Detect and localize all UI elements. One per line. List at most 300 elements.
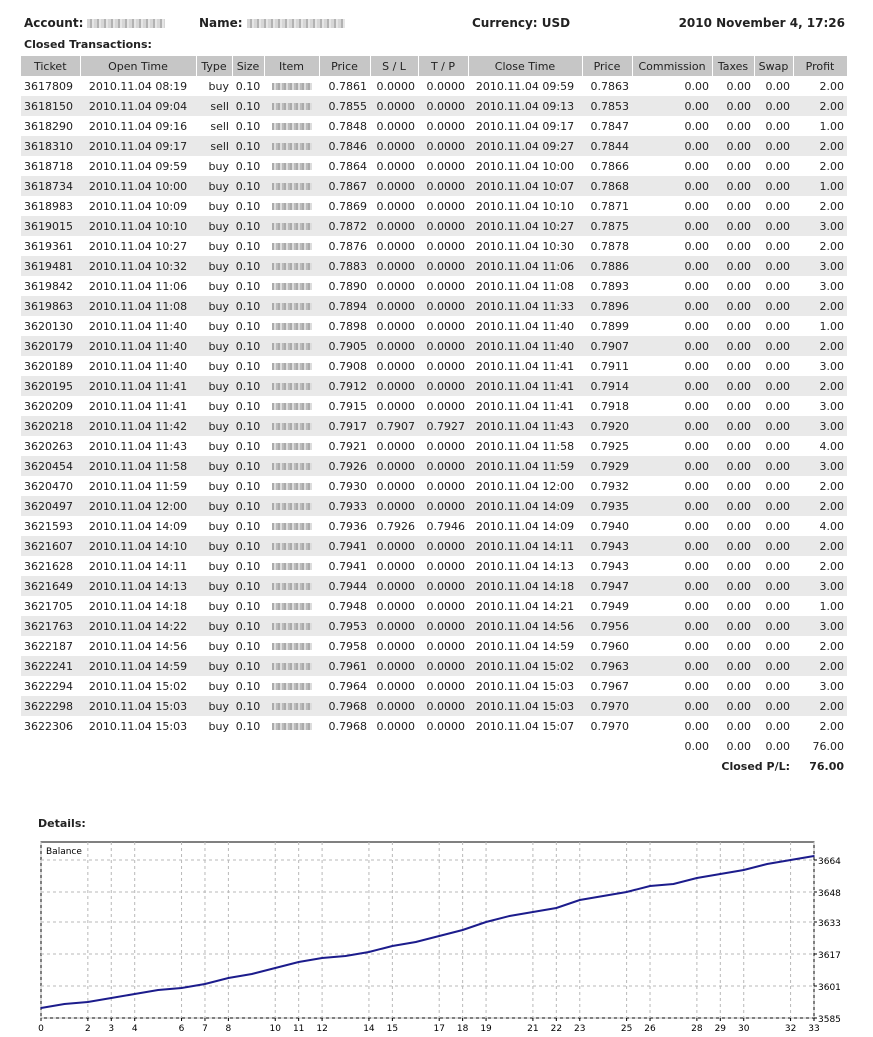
cell-swap: 0.00: [754, 176, 793, 196]
x-tick-label: 2: [84, 1024, 91, 1034]
cell-price: 0.7871: [590, 199, 629, 213]
cell-ticket: 3618734: [21, 176, 80, 196]
item-redacted-bar: [272, 323, 312, 330]
account-redacted: [87, 19, 165, 28]
y-tick-label: 3633: [818, 919, 841, 929]
cell-profit: 3.00: [793, 616, 847, 636]
cell-close-time: 2010.11.04 14:56: [468, 616, 582, 636]
cell-taxes: 0.00: [712, 456, 754, 476]
cell-swap: 0.00: [754, 496, 793, 516]
cell-taxes: 0.00: [712, 256, 754, 276]
table-row: [21, 316, 847, 336]
cell-type: sell: [210, 119, 229, 133]
cell-commission: 0.00: [684, 399, 709, 413]
table-row: [21, 416, 847, 436]
cell-price: 0.7847: [590, 119, 629, 133]
cell-price: 0.7936: [328, 519, 367, 533]
cell-s-l: 0.0000: [376, 719, 415, 733]
x-tick-label: 29: [714, 1024, 727, 1034]
cell-open-time: 2010.11.04 10:27: [88, 239, 188, 253]
cell-open-time: 2010.11.04 11:42: [80, 416, 196, 436]
cell-s-l: 0.0000: [370, 376, 418, 396]
cell-size: 0.10: [235, 719, 261, 733]
x-tick-label: 30: [738, 1024, 750, 1034]
cell-t-p: 0.0000: [418, 696, 468, 716]
cell-s-l: 0.7926: [376, 519, 415, 533]
cell-swap: 0.00: [754, 296, 793, 316]
cell-type: buy: [208, 559, 229, 573]
balance-point: [720, 873, 722, 875]
table-row: [21, 176, 847, 196]
x-tick-label: 11: [292, 1024, 305, 1034]
cell-profit: 2.00: [819, 559, 844, 573]
cell-t-p: 0.0000: [426, 199, 465, 213]
cell-close-time: 2010.11.04 09:13: [468, 96, 582, 116]
cell-s-l: 0.7907: [370, 416, 418, 436]
cell-swap: 0.00: [754, 576, 793, 596]
cell-swap: 0.00: [765, 439, 790, 453]
currency-label: Currency: USD: [472, 16, 571, 30]
cell-open-time: 2010.11.04 09:59: [88, 159, 188, 173]
item-redacted: [264, 536, 319, 556]
cell-open-time: 2010.11.04 11:40: [80, 336, 196, 356]
cell-price: 0.7943: [590, 559, 629, 573]
cell-type: buy: [196, 456, 232, 476]
cell-close-time: 2010.11.04 09:17: [475, 119, 575, 133]
cell-s-l: 0.0000: [376, 199, 415, 213]
table-row: [21, 556, 847, 576]
cell-ticket: 3620189: [24, 359, 73, 373]
cell-taxes: 0.00: [726, 719, 751, 733]
cell-swap: 0.00: [765, 279, 790, 293]
item-redacted: [264, 136, 319, 156]
cell-size: 0.10: [232, 536, 264, 556]
item-redacted-bar: [272, 463, 312, 470]
cell-close-time: 2010.11.04 14:18: [468, 576, 582, 596]
cell-price: 0.7894: [319, 296, 370, 316]
y-tick-label: 3664: [818, 857, 841, 867]
cell-price: 0.7876: [328, 239, 367, 253]
x-tick-label: 3: [108, 1024, 115, 1034]
cell-commission: 0.00: [684, 119, 709, 133]
cell-swap: 0.00: [765, 679, 790, 693]
cell-open-time: 2010.11.04 09:04: [80, 96, 196, 116]
cell-price: 0.7933: [319, 496, 370, 516]
balance-point: [204, 983, 206, 985]
cell-close-time: 2010.11.04 11:41: [468, 376, 582, 396]
cell-price: 0.7875: [582, 216, 632, 236]
total-taxes: 0.00: [726, 739, 751, 753]
item-redacted: [264, 556, 319, 576]
x-tick-label: 28: [691, 1024, 703, 1034]
cell-price: 0.7941: [319, 536, 370, 556]
balance-point: [556, 907, 558, 909]
cell-swap: 0.00: [754, 376, 793, 396]
cell-ticket: 3620218: [21, 416, 80, 436]
cell-size: 0.10: [232, 496, 264, 516]
report-datetime: 2010 November 4, 17:26: [678, 16, 845, 30]
item-redacted-bar: [272, 123, 312, 130]
balance-point: [274, 967, 276, 969]
cell-profit: 1.00: [793, 176, 847, 196]
column-header: Size: [232, 56, 264, 76]
cell-s-l: 0.0000: [376, 679, 415, 693]
cell-commission: 0.00: [684, 439, 709, 453]
balance-point: [40, 1007, 42, 1009]
column-header: Swap: [754, 56, 793, 76]
cell-s-l: 0.0000: [370, 136, 418, 156]
cell-close-time: 2010.11.04 11:40: [468, 336, 582, 356]
cell-type: buy: [208, 479, 229, 493]
cell-taxes: 0.00: [726, 399, 751, 413]
cell-ticket: 3618310: [21, 136, 80, 156]
item-redacted-bar: [272, 503, 312, 510]
cell-profit: 3.00: [793, 416, 847, 436]
cell-price: 0.7869: [328, 199, 367, 213]
table-row: [21, 676, 847, 696]
cell-price: 0.7861: [328, 79, 367, 93]
cell-price: 0.7948: [328, 599, 367, 613]
cell-commission: 0.00: [684, 199, 709, 213]
cell-s-l: 0.0000: [370, 576, 418, 596]
cell-profit: 1.00: [819, 119, 844, 133]
cell-size: 0.10: [232, 616, 264, 636]
item-redacted: [264, 376, 319, 396]
cell-price: 0.7914: [582, 376, 632, 396]
cell-taxes: 0.00: [726, 79, 751, 93]
cell-open-time: 2010.11.04 15:03: [80, 696, 196, 716]
item-redacted: [264, 636, 319, 656]
cell-price: 0.7864: [328, 159, 367, 173]
item-redacted: [264, 616, 319, 636]
balance-point: [392, 945, 394, 947]
balance-point: [485, 921, 487, 923]
column-header: Type: [196, 56, 232, 76]
cell-price: 0.7970: [590, 719, 629, 733]
item-redacted-bar: [272, 423, 312, 430]
total-swap: 0.00: [765, 739, 790, 753]
cell-close-time: 2010.11.04 14:09: [475, 519, 575, 533]
cell-t-p: 0.0000: [426, 279, 465, 293]
cell-open-time: 2010.11.04 08:19: [88, 79, 188, 93]
cell-profit: 2.00: [819, 199, 844, 213]
cell-s-l: 0.0000: [376, 359, 415, 373]
closed-pl-row: [21, 756, 847, 776]
cell-price: 0.7918: [590, 399, 629, 413]
table-row: [21, 116, 847, 136]
cell-t-p: 0.0000: [426, 599, 465, 613]
balance-point: [626, 891, 628, 893]
cell-ticket: 3621593: [24, 519, 73, 533]
cell-profit: 1.00: [819, 599, 844, 613]
cell-swap: 0.00: [754, 216, 793, 236]
cell-price: 0.7878: [590, 239, 629, 253]
cell-swap: 0.00: [754, 456, 793, 476]
item-redacted-bar: [272, 243, 312, 250]
item-redacted: [264, 276, 319, 296]
cell-open-time: 2010.11.04 11:41: [88, 399, 188, 413]
table-row: [21, 216, 847, 236]
item-redacted-bar: [272, 723, 312, 730]
item-redacted: [264, 116, 319, 136]
cell-close-time: 2010.11.04 15:07: [475, 719, 575, 733]
item-redacted: [264, 496, 319, 516]
cell-profit: 2.00: [793, 536, 847, 556]
cell-commission: 0.00: [684, 279, 709, 293]
details-heading: Details:: [38, 817, 86, 830]
cell-close-time: 2010.11.04 14:11: [468, 536, 582, 556]
cell-price: 0.7866: [590, 159, 629, 173]
cell-ticket: 3619015: [21, 216, 80, 236]
item-redacted: [264, 516, 319, 536]
cell-open-time: 2010.11.04 11:58: [80, 456, 196, 476]
cell-price: 0.7907: [582, 336, 632, 356]
item-redacted-bar: [272, 583, 312, 590]
cell-commission: 0.00: [632, 656, 712, 676]
cell-price: 0.7940: [590, 519, 629, 533]
cell-swap: 0.00: [765, 639, 790, 653]
cell-profit: 2.00: [819, 479, 844, 493]
cell-type: buy: [208, 639, 229, 653]
closed-transactions-heading: Closed Transactions:: [24, 38, 152, 51]
cell-profit: 2.00: [793, 296, 847, 316]
chart-title: Balance: [46, 847, 82, 857]
cell-price: 0.7921: [328, 439, 367, 453]
account-field: [24, 16, 165, 30]
closed-pl-value: 76.00: [809, 759, 844, 773]
cell-size: 0.10: [235, 639, 261, 653]
cell-profit: 1.00: [819, 319, 844, 333]
cell-t-p: 0.0000: [418, 576, 468, 596]
cell-taxes: 0.00: [712, 616, 754, 636]
cell-type: buy: [208, 199, 229, 213]
cell-commission: 0.00: [632, 336, 712, 356]
cell-swap: 0.00: [765, 319, 790, 333]
cell-price: 0.7941: [328, 559, 367, 573]
cell-profit: 4.00: [819, 439, 844, 453]
item-redacted: [264, 76, 319, 96]
item-redacted: [264, 696, 319, 716]
cell-ticket: 3620195: [21, 376, 80, 396]
cell-price: 0.7868: [582, 176, 632, 196]
balance-point: [673, 883, 675, 885]
cell-profit: 3.00: [793, 456, 847, 476]
cell-type: buy: [196, 376, 232, 396]
item-redacted: [264, 456, 319, 476]
cell-profit: 2.00: [793, 376, 847, 396]
cell-open-time: 2010.11.04 15:02: [88, 679, 188, 693]
cell-profit: 2.00: [793, 96, 847, 116]
cell-open-time: 2010.11.04 15:03: [88, 719, 188, 733]
total-commission: 0.00: [684, 739, 709, 753]
cell-commission: 0.00: [684, 79, 709, 93]
balance-point: [298, 961, 300, 963]
cell-taxes: 0.00: [726, 679, 751, 693]
cell-close-time: 2010.11.04 12:00: [475, 479, 575, 493]
cell-price: 0.7915: [328, 399, 367, 413]
cell-taxes: 0.00: [712, 136, 754, 156]
cell-s-l: 0.0000: [376, 279, 415, 293]
cell-close-time: 2010.11.04 14:09: [468, 496, 582, 516]
cell-s-l: 0.0000: [376, 79, 415, 93]
table-row: [21, 476, 847, 496]
cell-t-p: 0.0000: [426, 399, 465, 413]
cell-swap: 0.00: [765, 79, 790, 93]
cell-s-l: 0.0000: [370, 336, 418, 356]
balance-point: [649, 885, 651, 887]
cell-open-time: 2010.11.04 11:40: [88, 359, 188, 373]
item-redacted: [264, 676, 319, 696]
item-redacted: [264, 476, 319, 496]
cell-swap: 0.00: [765, 599, 790, 613]
table-row: [21, 276, 847, 296]
cell-type: buy: [208, 359, 229, 373]
item-redacted-bar: [272, 663, 312, 670]
cell-size: 0.10: [232, 216, 264, 236]
cell-commission: 0.00: [632, 136, 712, 156]
cell-type: buy: [196, 536, 232, 556]
cell-price: 0.7867: [319, 176, 370, 196]
x-tick-label: 6: [178, 1024, 185, 1034]
cell-price: 0.7944: [319, 576, 370, 596]
item-redacted: [264, 216, 319, 236]
item-redacted-bar: [272, 483, 312, 490]
cell-t-p: 0.0000: [418, 136, 468, 156]
cell-ticket: 3621628: [24, 559, 73, 573]
cell-type: sell: [196, 136, 232, 156]
cell-type: buy: [196, 616, 232, 636]
cell-price: 0.7917: [319, 416, 370, 436]
table-row: [21, 96, 847, 116]
table-row: [21, 436, 847, 456]
cell-close-time: 2010.11.04 10:30: [475, 239, 575, 253]
cell-price: 0.7908: [328, 359, 367, 373]
cell-swap: 0.00: [765, 399, 790, 413]
cell-price: 0.7963: [582, 656, 632, 676]
cell-commission: 0.00: [632, 576, 712, 596]
item-redacted: [264, 316, 319, 336]
cell-profit: 3.00: [819, 399, 844, 413]
item-redacted-bar: [272, 103, 312, 110]
cell-price: 0.7949: [590, 599, 629, 613]
column-header: T / P: [418, 56, 468, 76]
item-redacted-bar: [272, 283, 312, 290]
cell-taxes: 0.00: [712, 216, 754, 236]
cell-price: 0.7960: [590, 639, 629, 653]
cell-profit: 2.00: [819, 79, 844, 93]
cell-ticket: 3622298: [21, 696, 80, 716]
x-tick-label: 7: [202, 1024, 208, 1034]
cell-close-time: 2010.11.04 11:41: [475, 359, 575, 373]
item-redacted-bar: [272, 263, 312, 270]
cell-ticket: 3620130: [24, 319, 73, 333]
cell-price: 0.7898: [328, 319, 367, 333]
item-redacted-bar: [272, 303, 312, 310]
item-redacted: [264, 576, 319, 596]
cell-open-time: 2010.11.04 10:32: [80, 256, 196, 276]
cell-price: 0.7968: [328, 719, 367, 733]
cell-s-l: 0.0000: [370, 696, 418, 716]
item-redacted: [264, 596, 319, 616]
item-redacted: [264, 196, 319, 216]
cell-type: buy: [208, 519, 229, 533]
cell-t-p: 0.0000: [426, 679, 465, 693]
cell-taxes: 0.00: [726, 639, 751, 653]
item-redacted-bar: [272, 383, 312, 390]
cell-t-p: 0.0000: [426, 359, 465, 373]
cell-ticket: 3622187: [24, 639, 73, 653]
name-field: [199, 16, 345, 30]
cell-taxes: 0.00: [726, 239, 751, 253]
cell-type: buy: [196, 336, 232, 356]
cell-size: 0.10: [232, 576, 264, 596]
item-redacted-bar: [272, 363, 312, 370]
cell-s-l: 0.0000: [370, 536, 418, 556]
column-header: Profit: [793, 56, 847, 76]
cell-commission: 0.00: [632, 536, 712, 556]
cell-t-p: 0.0000: [426, 719, 465, 733]
table-row: [21, 196, 847, 216]
cell-close-time: 2010.11.04 11:08: [475, 279, 575, 293]
cell-commission: 0.00: [632, 496, 712, 516]
x-tick-label: 26: [644, 1024, 656, 1034]
cell-close-time: 2010.11.04 11:06: [468, 256, 582, 276]
column-header: Open Time: [80, 56, 196, 76]
cell-commission: 0.00: [632, 456, 712, 476]
table-row: [21, 536, 847, 556]
table-row: [21, 336, 847, 356]
table-row: [21, 696, 847, 716]
cell-size: 0.10: [235, 79, 261, 93]
cell-commission: 0.00: [632, 416, 712, 436]
cell-profit: 3.00: [819, 279, 844, 293]
cell-price: 0.7846: [319, 136, 370, 156]
balance-point: [110, 997, 112, 999]
cell-open-time: 2010.11.04 11:08: [80, 296, 196, 316]
cell-swap: 0.00: [754, 616, 793, 636]
cell-size: 0.10: [235, 279, 261, 293]
cell-t-p: 0.0000: [418, 216, 468, 236]
cell-t-p: 0.0000: [418, 296, 468, 316]
x-tick-label: 17: [433, 1024, 445, 1034]
cell-type: buy: [196, 696, 232, 716]
cell-price: 0.7968: [319, 696, 370, 716]
cell-size: 0.10: [235, 479, 261, 493]
column-header: Taxes: [712, 56, 754, 76]
cell-t-p: 0.7946: [426, 519, 465, 533]
cell-size: 0.10: [235, 159, 261, 173]
cell-type: buy: [208, 439, 229, 453]
balance-point: [321, 957, 323, 959]
x-tick-label: 21: [527, 1024, 539, 1034]
cell-ticket: 3618150: [21, 96, 80, 116]
cell-ticket: 3618718: [24, 159, 73, 173]
cell-profit: 3.00: [819, 679, 844, 693]
cell-commission: 0.00: [632, 696, 712, 716]
cell-swap: 0.00: [765, 359, 790, 373]
cell-size: 0.10: [232, 656, 264, 676]
cell-swap: 0.00: [754, 696, 793, 716]
cell-taxes: 0.00: [712, 416, 754, 436]
cell-type: sell: [196, 96, 232, 116]
cell-profit: 4.00: [819, 519, 844, 533]
cell-commission: 0.00: [684, 319, 709, 333]
cell-t-p: 0.0000: [426, 319, 465, 333]
cell-t-p: 0.0000: [418, 256, 468, 276]
total-profit: 76.00: [812, 739, 844, 753]
table-header-row: [21, 56, 847, 76]
cell-t-p: 0.0000: [418, 536, 468, 556]
